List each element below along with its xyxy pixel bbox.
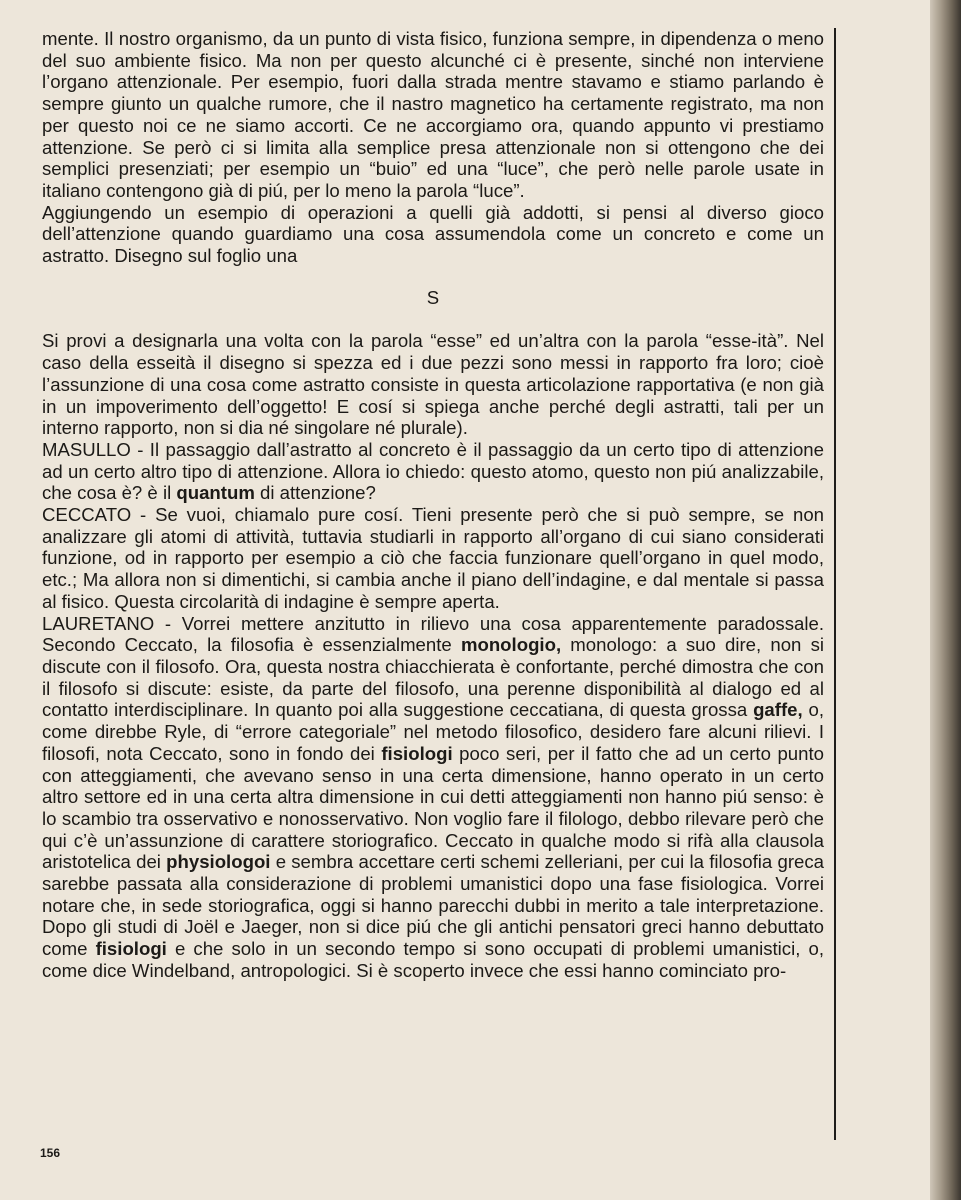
bold-term: gaffe,	[753, 699, 803, 721]
text-run: e sembra accettare certi schemi zelleriani, per cui la filosofia greca sarebbe passata alla considerazione di problemi umanistici dopo una fase fisiologica. Vorrei notare che, in sede storiografica, oggi si hanno parecchi dubbi in merito a tale interpretazione. Dopo gli studi di Joël e Jaeger, non si dice piú che gli antichi pensatori greci hanno debuttato come	[42, 851, 824, 960]
bold-term: monologio,	[460, 634, 562, 656]
bold-term: fisiologi	[381, 742, 453, 764]
paragraph-lauretano	[42, 613, 824, 982]
text-run: di attenzione?	[254, 482, 376, 504]
text-run: poco seri, per il fatto che ad un certo punto con atteggiamenti, che avevano senso in una certa dimensione, hanno operato in un certo altro settore ed in una certa altra dimensione in cui detti atteggiamenti non hanno piú senso: è lo scambio tra osservativo e nonosservativo. Non voglio fare il filologo, debbo rilevare però che qui c’è un’assunzione di carattere storiografico. Ceccato in qualche modo si rifà alla clausola aristotelica dei	[42, 742, 824, 873]
text-run: monologo: a suo dire, non si discute con il filosofo. Ora, questa nostra chiacchierata è confortante, perché dimostra che con il filosofo si discute: esiste, da parte del filosofo, una perenne disponibilità al dialogo ed al contatto interdisciplinare. In quanto poi alla suggestione ceccatiana, di questa grossa	[42, 634, 824, 721]
text-run: e che solo in un secondo tempo si sono occupati di problemi umanistici, o, come dice Windelband, antropologici. Si è scoperto invece che essi hanno cominciato pro-	[42, 938, 824, 981]
bold-term: fisiologi	[95, 938, 167, 960]
paragraph-2: Aggiungendo un esempio di operazioni a quelli già addotti, si pensi al diverso gioco dell’attenzione quando guardiamo una cosa assumendola come un concreto e come un astratto. Disegno sul foglio una	[42, 201, 824, 267]
text-run: MASULLO - Il passaggio dall’astratto al concreto è il passaggio da un certo tipo di attenzione ad un certo altro tipo di attenzione. Allora io chiedo: questo atomo, questo non piú analizzabile, che cosa è? è il	[42, 438, 824, 504]
paragraph-3: Si provi a designarla una volta con la parola “esse” ed un’altra con la parola “esse-ità”. Nel caso della esseità il disegno si spezza ed i due pezzi sono messi in rapporto fra loro; cioè l’assunzione di una cosa come astratto consiste in questa articolazione rapportativa (e non già in un impoverimento dell’oggetto! E cosí si spiega anche perché degli astratti, tali per un interno rapporto, non si dia né singolare né plurale).	[42, 330, 824, 439]
bold-term: quantum	[176, 482, 255, 504]
paragraph-1: mente. Il nostro organismo, da un punto di vista fisico, funziona sempre, in dipendenza o meno del suo ambiente fisico. Ma non per questo alcunché ci è presente, sinché non interviene l’organo attenzionale. Per esempio, fuori dalla strada mentre stavamo e stiamo parlando è sempre giunto un qualche rumore, che il nastro magnetico ha certamente registrato, ma non per questo noi ce ne siamo accorti. Ce ne accorgiamo ora, quando appunto vi prestiamo attenzione. Se però ci si limita alla semplice presa attenzionale non si ottengono che dei semplici presenziati; per esempio un “buio” ed una “luce”, che però nelle parole usate in italiano contengono già di piú, per lo meno la parola “luce”.	[42, 28, 824, 201]
bold-term: physiologoi	[166, 851, 271, 873]
margin-rule	[834, 28, 836, 1140]
page-text	[42, 28, 824, 982]
page-number: 156	[40, 1146, 61, 1160]
text-run: o, come direbbe Ryle, di “errore categoriale” nel metodo filosofico, desidero fare alcuni rilievi. I filosofi, nota Ceccato, sono in fondo dei	[42, 699, 824, 764]
book-gutter	[930, 0, 961, 1200]
paragraph-ceccato: CECCATO - Se vuoi, chiamalo pure cosí. Tieni presente però che si può sempre, se non analizzare gli atomi di attività, tuttavia studiarli in rapporto all’organo di cui siano considerati funzione, od in rapporto per esempio a ciò che faccia funzionare quell’organo in quel modo, etc.; Ma allora non si dimentichi, si cambia anche il piano dell’indagine, e dal mentale si passa al fisico. Questa circolarità di indagine è sempre aperta.	[42, 504, 824, 612]
drawn-letter: S	[426, 286, 440, 308]
text-run: LAURETANO - Vorrei mettere anzitutto in rilievo una cosa apparentemente paradossale. Secondo Ceccato, la filosofia è essenzialmente	[42, 612, 824, 656]
paragraph-masullo	[42, 439, 824, 504]
